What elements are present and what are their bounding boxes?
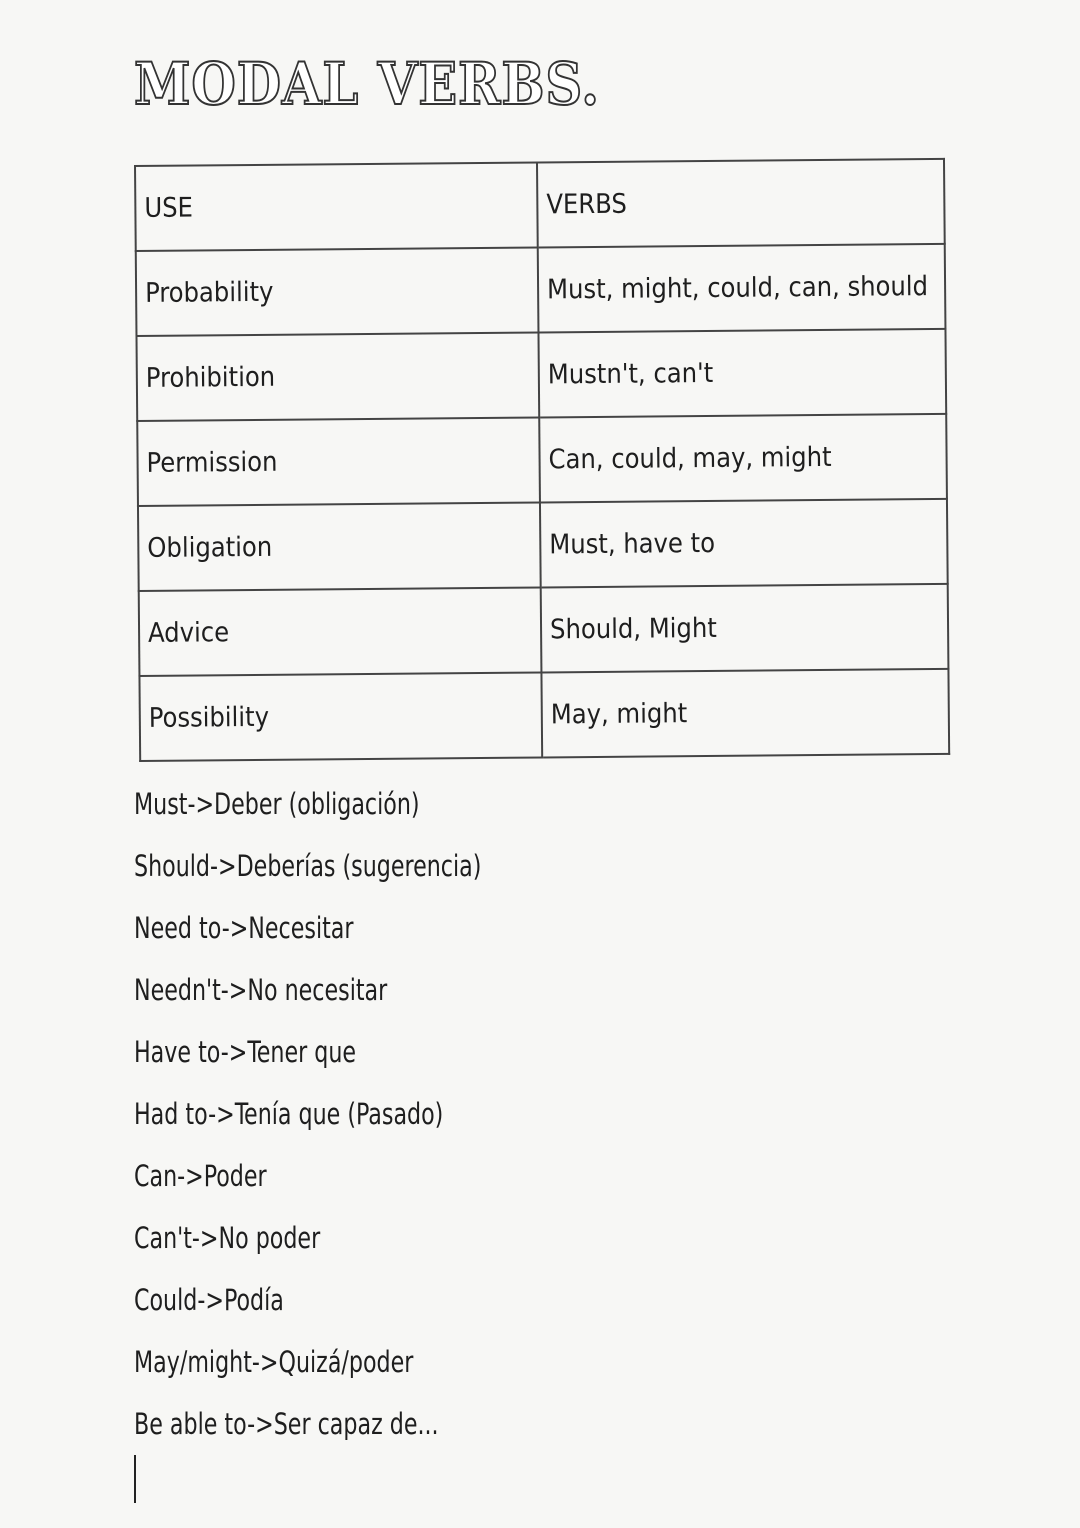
use-cell: Possibility <box>139 672 542 761</box>
modal-verbs-table <box>134 158 950 762</box>
list-item: May/might->Quizá/poder <box>134 1345 414 1379</box>
header-use: USE <box>135 162 538 251</box>
list-item: Could->Podía <box>134 1283 284 1317</box>
use-cell: Prohibition <box>136 332 539 421</box>
table-row <box>137 414 947 506</box>
list-item: Needn't->No necesitar <box>134 973 388 1007</box>
list-item: Had to->Tenía que (Pasado) <box>134 1097 444 1131</box>
verbs-cell: Must, might, could, can, should <box>538 244 946 333</box>
verbs-cell: May, might <box>541 669 949 758</box>
use-cell: Advice <box>139 587 542 676</box>
list-item: Need to->Necesitar <box>134 911 354 945</box>
list-item: Can->Poder <box>134 1159 267 1193</box>
table-row <box>138 499 948 591</box>
table-row <box>139 584 949 676</box>
verbs-cell: Should, Might <box>541 584 949 673</box>
verbs-cell: Can, could, may, might <box>539 414 947 503</box>
table-row <box>136 329 946 421</box>
list-item: Have to->Tener que <box>134 1035 357 1069</box>
list-item: Can't->No poder <box>134 1221 321 1255</box>
text-cursor <box>134 1455 136 1503</box>
list-item: Should->Deberías (sugerencia) <box>134 849 482 883</box>
translation-list <box>134 780 543 1462</box>
list-item: Be able to->Ser capaz de... <box>134 1407 439 1441</box>
use-cell: Permission <box>137 417 540 506</box>
header-verbs: VERBS <box>537 159 945 248</box>
verbs-cell: Must, have to <box>540 499 948 588</box>
table-header-row <box>135 159 945 251</box>
verbs-cell: Mustn't, can't <box>538 329 946 418</box>
page-title: MODAL VERBS. <box>134 50 600 118</box>
use-cell: Obligation <box>138 502 541 591</box>
list-item: Must->Deber (obligación) <box>134 787 420 821</box>
table-row <box>139 669 949 761</box>
table-row <box>136 244 946 336</box>
use-cell: Probability <box>136 247 539 336</box>
